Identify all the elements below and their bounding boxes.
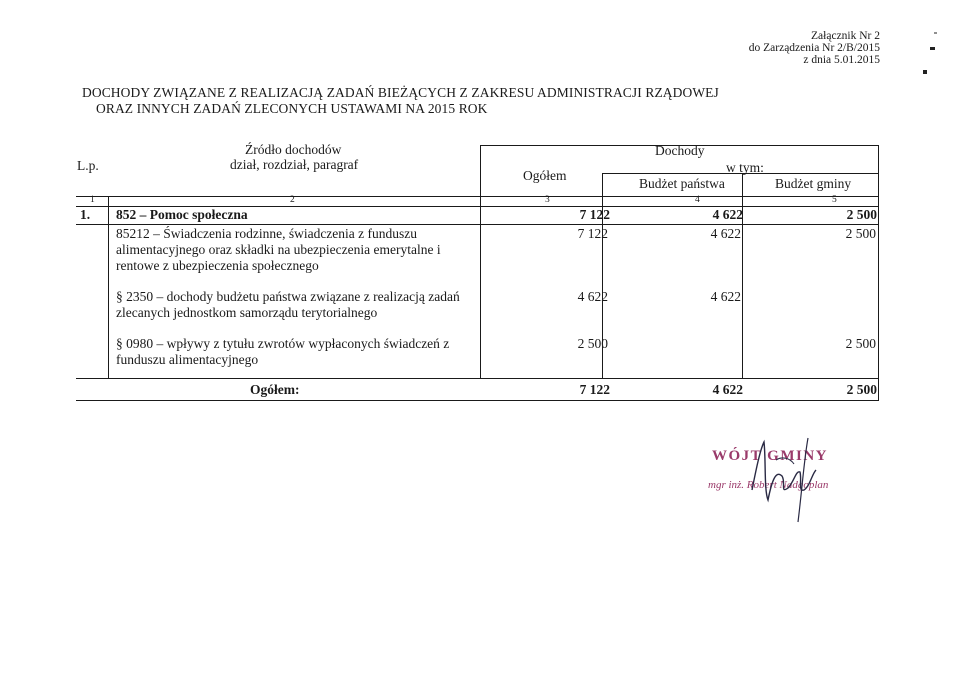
header-lp: L.p. <box>77 158 99 173</box>
header-source-line-1: Źródło dochodów <box>245 142 342 157</box>
header-commune-budget: Budżet gminy <box>775 176 852 191</box>
par-0980-total: 2 500 <box>577 336 608 351</box>
header-income: Dochody <box>655 143 705 158</box>
col-number-1: 1 <box>90 195 95 205</box>
chapter-commune: 2 500 <box>845 226 876 241</box>
table-rule <box>76 196 879 197</box>
par-0980-line-2: funduszu alimentacyjnego <box>116 352 259 367</box>
col-number-3: 3 <box>545 195 550 205</box>
attachment-line-3: z dnia 5.01.2015 <box>803 54 880 66</box>
par-0980-line-1: § 0980 – wpływy z tytułu zwrotów wypłaconych świadczeń z <box>116 336 450 351</box>
title-line-1: DOCHODY ZWIĄZANE Z REALIZACJĄ ZADAŃ BIEŻĄCYCH Z ZAKRESU ADMINISTRACJI RZĄDOWEJ <box>82 85 719 100</box>
par-0980-commune: 2 500 <box>845 336 876 351</box>
title-line-2: ORAZ INNYCH ZADAŃ ZLECONYCH USTAWAMI NA 2015 ROK <box>96 101 488 116</box>
par-2350-line-2: zlecanych jednostkom samorządu terytorialnego <box>116 305 378 320</box>
grand-total-label: Ogółem: <box>250 382 300 397</box>
chapter-line-1: 85212 – Świadczenia rodzinne, świadczenia z funduszu <box>116 226 418 241</box>
grand-total-state: 4 622 <box>712 382 743 397</box>
section-total: 7 122 <box>579 207 610 222</box>
header-total: Ogółem <box>523 168 567 183</box>
table-rule <box>76 400 879 401</box>
table-rule <box>480 145 481 378</box>
grand-total-commune: 2 500 <box>846 382 877 397</box>
header-of-which: w tym: <box>726 160 764 175</box>
col-number-2: 2 <box>290 195 295 205</box>
section-commune: 2 500 <box>846 207 877 222</box>
chapter-total: 7 122 <box>577 226 608 241</box>
header-source-line-2: dział, rozdział, paragraf <box>230 157 359 172</box>
par-2350-total: 4 622 <box>577 289 608 304</box>
section-lp: 1. <box>80 207 91 222</box>
par-2350-state: 4 622 <box>710 289 741 304</box>
col-number-4: 4 <box>695 195 700 205</box>
attachment-line-2: do Zarządzenia Nr 2/B/2015 <box>748 42 880 54</box>
par-2350-line-1: § 2350 – dochody budżetu państwa związane z realizacją zadań <box>116 289 460 304</box>
stamp-name: mgr inż. Robert Nadgoplan <box>708 479 829 491</box>
attachment-line-1: Załącznik Nr 2 <box>811 30 880 42</box>
table-rule <box>76 224 879 225</box>
section-state: 4 622 <box>712 207 743 222</box>
table-rule <box>878 145 879 400</box>
table-rule <box>108 196 109 378</box>
signature-stamp-graphic <box>690 430 890 540</box>
table-rule <box>76 378 879 379</box>
chapter-state: 4 622 <box>710 226 741 241</box>
grand-total-total: 7 122 <box>579 382 610 397</box>
chapter-line-2: alimentacyjnego oraz składki na ubezpieczenia emerytalne i <box>116 242 441 257</box>
col-number-5: 5 <box>832 195 837 205</box>
section-name: 852 – Pomoc społeczna <box>116 207 248 222</box>
header-state-budget: Budżet państwa <box>639 176 725 191</box>
chapter-line-3: rentowe z ubezpieczenia społecznego <box>116 258 319 273</box>
mayor-signature-stamp <box>690 430 890 540</box>
table-rule <box>742 173 743 378</box>
stamp-title: WÓJT GMINY <box>712 448 828 464</box>
